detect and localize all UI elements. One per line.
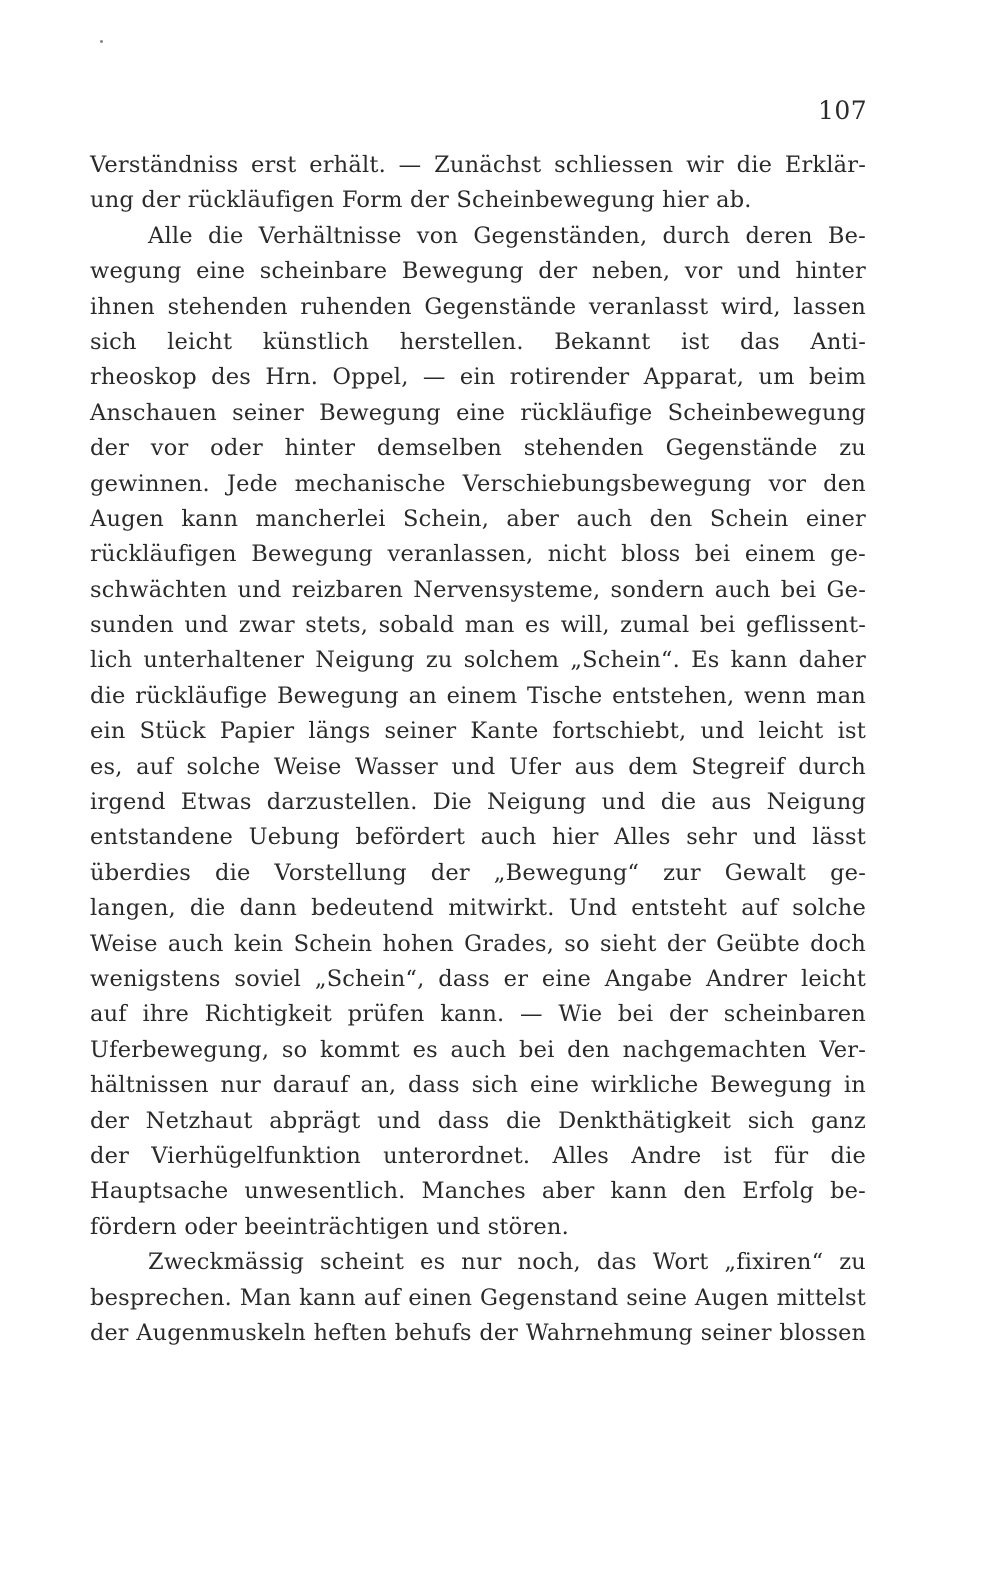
text-line: wegung eine scheinbare Bewegung der neben, vor und hinter bbox=[90, 258, 866, 285]
text-line: sich leicht künstlich herstellen. Bekannt ist das Anti- bbox=[90, 328, 866, 355]
text-line: gewinnen. Jede mechanische Verschiebungsbewegung vor den bbox=[90, 470, 866, 497]
text-line: überdies die Vorstellung der „Bewegung“ zur Gewalt ge- bbox=[90, 859, 866, 886]
text-line: besprechen. Man kann auf einen Gegenstand seine Augen mittelst bbox=[90, 1284, 866, 1311]
text-line: langen, die dann bedeutend mitwirkt. Und entsteht auf solche bbox=[90, 895, 866, 922]
text-line: Weise auch kein Schein hohen Grades, so sieht der Geübte doch bbox=[90, 930, 866, 957]
text-line: irgend Etwas darzustellen. Die Neigung und die aus Neigung bbox=[90, 789, 866, 816]
text-line: wenigstens soviel „Schein“, dass er eine Angabe Andrer leicht bbox=[90, 965, 866, 992]
text-line: Verständniss erst erhält. — Zunächst schliessen wir die Erklär- bbox=[90, 152, 866, 178]
text-line: Uferbewegung, so kommt es auch bei den nachgemachten Ver- bbox=[90, 1036, 866, 1063]
scan-speck bbox=[100, 40, 103, 43]
text-line: auf ihre Richtigkeit prüfen kann. — Wie bei der scheinbaren bbox=[90, 1001, 866, 1028]
text-line: Hauptsache unwesentlich. Manches aber kann den Erfolg be- bbox=[90, 1178, 866, 1205]
text-line: der Augenmuskeln heften behufs der Wahrnehmung seiner blossen bbox=[90, 1319, 866, 1346]
text-line: fördern oder beeinträchtigen und stören. bbox=[90, 1213, 569, 1240]
text-line: rückläufigen Bewegung veranlassen, nicht bloss bei einem ge- bbox=[90, 541, 866, 568]
text-line: hältnissen nur darauf an, dass sich eine wirkliche Bewegung in bbox=[90, 1072, 866, 1099]
text-line: Anschauen seiner Bewegung eine rückläufige Scheinbewegung bbox=[90, 399, 866, 426]
text-line: ihnen stehenden ruhenden Gegenstände veranlasst wird, lassen bbox=[90, 293, 866, 320]
text-line: lich unterhaltener Neigung zu solchem „Schein“. Es kann daher bbox=[90, 647, 866, 674]
text-line: entstandene Uebung befördert auch hier Alles sehr und lässt bbox=[90, 824, 866, 851]
text-line: Augen kann mancherlei Schein, aber auch den Schein einer bbox=[90, 505, 866, 532]
text-line: der Netzhaut abprägt und dass die Denkthätigkeit sich ganz bbox=[90, 1107, 866, 1134]
page-number: 107 bbox=[818, 96, 868, 125]
text-line: Alle die Verhältnisse von Gegenständen, durch deren Be- bbox=[148, 222, 866, 249]
text-line: der vor oder hinter demselben stehenden Gegenstände zu bbox=[90, 435, 866, 462]
body-text bbox=[90, 148, 866, 1351]
text-line: ein Stück Papier längs seiner Kante fortschiebt, und leicht ist bbox=[90, 718, 866, 745]
text-line: es, auf solche Weise Wasser und Ufer aus dem Stegreif durch bbox=[90, 753, 866, 780]
text-line: sunden und zwar stets, sobald man es will, zumal bei geflissent- bbox=[90, 612, 866, 639]
text-line: der Vierhügelfunktion unterordnet. Alles Andre ist für die bbox=[90, 1142, 866, 1169]
text-line: schwächten und reizbaren Nervensysteme, sondern auch bei Ge- bbox=[90, 576, 866, 603]
text-line: Zweckmässig scheint es nur noch, das Wort „fixiren“ zu bbox=[148, 1249, 866, 1276]
text-line: ung der rückläufigen Form der Scheinbewegung hier ab. bbox=[90, 187, 752, 214]
text-line: rheoskop des Hrn. Oppel, — ein rotirender Apparat, um beim bbox=[90, 364, 866, 391]
text-line: die rückläufige Bewegung an einem Tische entstehen, wenn man bbox=[90, 682, 866, 709]
